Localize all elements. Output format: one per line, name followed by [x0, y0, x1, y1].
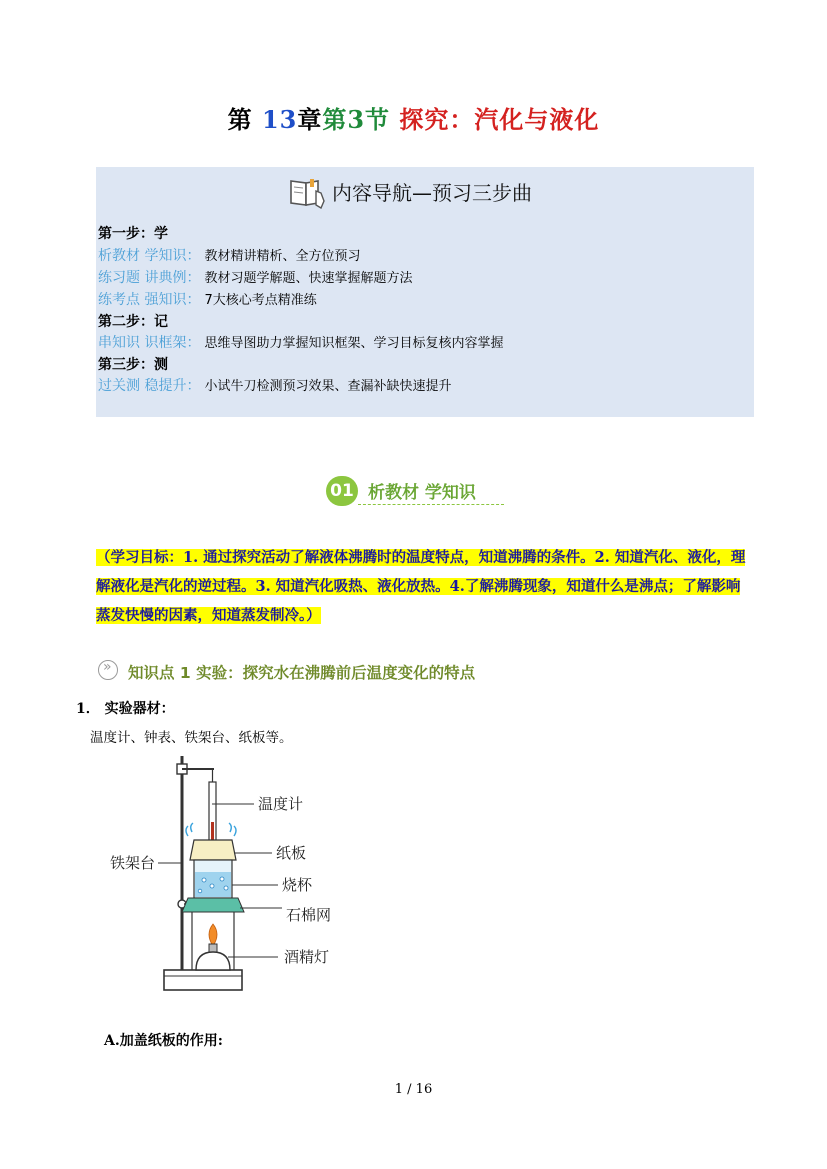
- nav-row-keyword: 串知识 识框架：: [98, 335, 201, 351]
- item-1-text: 温度计、钟表、铁架台、纸板等。: [90, 730, 293, 746]
- nav-row-text: 7大核心考点精准练: [204, 293, 317, 308]
- title-prefix: 第: [227, 105, 253, 134]
- page-title: [0, 100, 827, 135]
- item-1-heading: 1． 实验器材：: [76, 701, 175, 717]
- title-section: 第3节: [322, 105, 391, 134]
- label-gauze: 石棉网: [286, 906, 332, 924]
- cardboard: [190, 840, 236, 860]
- apparatus-diagram: [108, 752, 340, 994]
- nav-row: [98, 245, 360, 265]
- nav-row: [98, 375, 451, 395]
- section-badge-underline: [358, 504, 504, 505]
- label-beaker: 烧杯: [282, 876, 313, 894]
- nav-row: [98, 267, 412, 287]
- nav-row-text: 教材习题学解题、快速掌握解题方法: [204, 271, 413, 286]
- stand-base: [164, 970, 242, 990]
- title-topic: 探究：汽化与液化: [399, 105, 600, 134]
- learning-objectives-text: （学习目标：1. 通过探究活动了解液体沸腾时的温度特点，知道沸腾的条件。2. 知道汽化、液化，理解液化是汽化的逆过程。3. 知道汽化吸热、液化放热。4.了解沸腾现象，知道什么是沸点；了解影响蒸发快慢的因素，知道蒸发制冷。）: [96, 549, 746, 624]
- book-pointer-icon: [288, 175, 328, 209]
- nav-row-keyword: 析教材 学知识：: [98, 248, 201, 264]
- step-2-label: 第二步：记: [98, 314, 168, 330]
- section-number-badge: 01: [326, 476, 358, 506]
- flame: [209, 924, 217, 946]
- nav-row-text: 思维导图助力掌握知识框架、学习目标复核内容掌握: [204, 336, 504, 351]
- page-number: 1 / 16: [394, 1082, 433, 1097]
- step-3-label: 第三步：测: [98, 357, 168, 373]
- label-thermometer: 温度计: [258, 795, 304, 813]
- step-1-label: 第一步：学: [98, 226, 168, 242]
- title-chapter-number: 13: [261, 105, 298, 134]
- nav-row: [98, 332, 503, 352]
- gauze: [182, 898, 244, 912]
- nav-row-text: 小试牛刀检测预习效果、查漏补缺快速提升: [204, 379, 452, 394]
- learning-objectives: [96, 543, 754, 630]
- content-navigation-box: [96, 167, 754, 417]
- nav-row-keyword: 过关测 稳提升：: [98, 378, 201, 394]
- nav-header: [96, 173, 754, 209]
- label-stand: 铁架台: [110, 854, 156, 872]
- nav-row-keyword: 练习题 讲典例：: [98, 270, 201, 286]
- double-chevron-icon: [98, 660, 118, 680]
- section-badge-label: 析教材 学知识: [368, 483, 476, 503]
- item-a-heading: A.加盖纸板的作用:: [104, 1033, 223, 1049]
- label-lamp: 酒精灯: [284, 948, 330, 966]
- knowledge-point-title: 知识点 1 实验：探究水在沸腾前后温度变化的特点: [128, 664, 476, 682]
- nav-title: 内容导航—预习三步曲: [332, 181, 532, 205]
- label-cardboard: 纸板: [276, 844, 307, 862]
- title-chapter-suffix: 章: [297, 105, 323, 134]
- nav-row-text: 教材精讲精析、全方位预习: [204, 249, 361, 264]
- alcohol-lamp: [196, 952, 230, 970]
- nav-row-keyword: 练考点 强知识：: [98, 292, 201, 308]
- nav-row: [98, 289, 317, 309]
